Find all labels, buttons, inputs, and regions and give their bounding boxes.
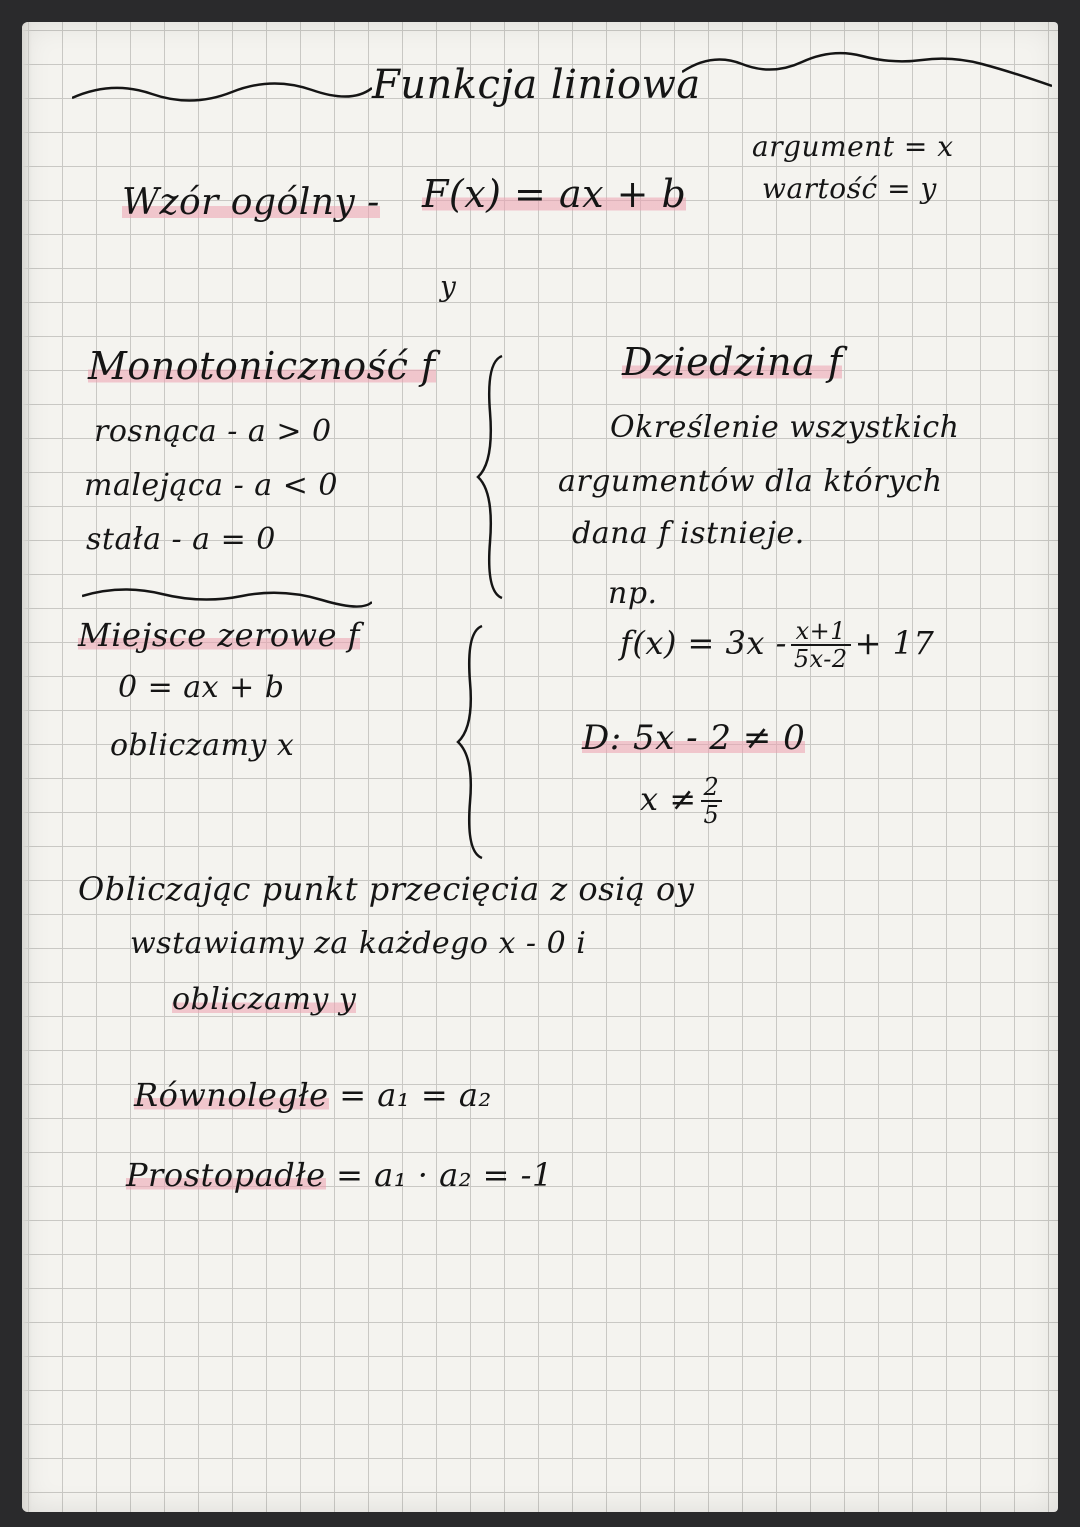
- monotonicity-item-increasing: rosnąca - a > 0: [94, 414, 332, 449]
- domain-example-denominator: 5x-2: [793, 645, 848, 674]
- domain-example-rhs: + 17: [854, 623, 935, 662]
- domain-result-lhs: x ≠: [640, 779, 697, 818]
- domain-description-line-1: Określenie wszystkich: [610, 410, 960, 445]
- intercept-line-1: Obliczając punkt przecięcia z osią oy: [78, 870, 695, 908]
- section-wave: [82, 582, 372, 612]
- brace-top: [472, 352, 512, 602]
- perpendicular-row: [126, 1156, 553, 1194]
- zero-equation: 0 = ax + b: [118, 670, 285, 705]
- domain-example-formula: [620, 618, 934, 673]
- monotonicity-item-constant: stała - a = 0: [86, 522, 276, 557]
- title-wave-left: [72, 70, 372, 110]
- general-form-formula: F(x) = ax + b: [422, 172, 687, 216]
- monotonicity-item-decreasing: malejąca - a < 0: [84, 468, 338, 503]
- parallel-label: Równoległe: [134, 1076, 329, 1114]
- argument-note: argument = x: [752, 130, 954, 163]
- intercept-line-2: wstawiamy za każdego x - 0 i: [130, 926, 587, 961]
- domain-result-numerator: 2: [701, 774, 723, 802]
- parallel-formula: = a₁ = a₂: [339, 1076, 492, 1114]
- domain-result-denominator: 5: [703, 801, 720, 830]
- domain-example-label: np.: [608, 576, 658, 611]
- general-form-y-marker: y: [440, 270, 457, 303]
- title-wave-right: [682, 42, 1052, 92]
- domain-condition: D: 5x - 2 ≠ 0: [582, 718, 806, 758]
- domain-example-fraction: [791, 618, 851, 673]
- domain-result-fraction: [701, 774, 723, 829]
- page-spine: [22, 22, 32, 1512]
- domain-result: [640, 774, 726, 829]
- zero-instruction: obliczamy x: [110, 728, 295, 763]
- perpendicular-formula: = a₁ · a₂ = -1: [336, 1156, 553, 1194]
- domain-description-line-3: dana f istnieje.: [572, 516, 805, 551]
- domain-example-numerator: x+1: [791, 618, 851, 646]
- zero-heading: Miejsce zerowe f: [78, 616, 361, 654]
- domain-heading: Dziedzina f: [622, 340, 843, 384]
- parallel-row: [134, 1076, 492, 1114]
- notebook-page: [22, 22, 1058, 1512]
- domain-description-line-2: argumentów dla których: [558, 464, 943, 499]
- monotonicity-heading: Monotoniczność f: [88, 344, 436, 388]
- general-form-label: Wzór ogólny -: [122, 182, 380, 223]
- domain-example-lhs: f(x) = 3x -: [620, 623, 787, 662]
- brace-bottom: [452, 622, 492, 862]
- intercept-line-3: obliczamy y: [172, 982, 357, 1017]
- perpendicular-label: Prostopadłe: [126, 1156, 326, 1194]
- page-title: Funkcja liniowa: [372, 62, 701, 108]
- value-note: wartość = y: [762, 172, 937, 205]
